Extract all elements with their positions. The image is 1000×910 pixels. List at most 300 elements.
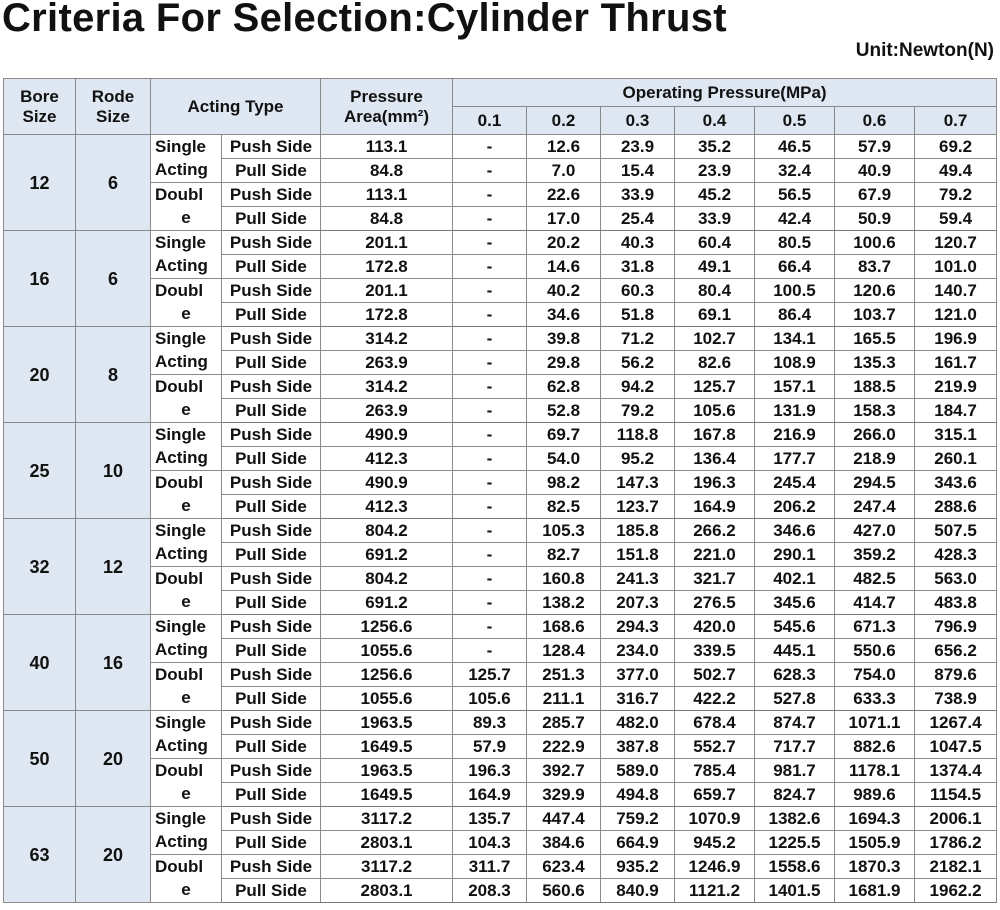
thrust-value-cell: 45.2	[675, 183, 755, 207]
thrust-value-cell: 288.6	[915, 495, 997, 519]
thrust-value-cell: 1374.4	[915, 759, 997, 783]
acting-type-cell: Acting	[151, 639, 222, 663]
pressure-area-cell: 1963.5	[321, 711, 453, 735]
thrust-value-cell: 738.9	[915, 687, 997, 711]
thrust-value-cell: 160.8	[527, 567, 601, 591]
pressure-header-0-7: 0.7	[915, 107, 997, 135]
thrust-value-cell: 447.4	[527, 807, 601, 831]
pressure-area-cell: 1963.5	[321, 759, 453, 783]
thrust-value-cell: 102.7	[675, 327, 755, 351]
table-row	[4, 303, 997, 327]
pressure-area-cell: 84.8	[321, 159, 453, 183]
thrust-value-cell: 167.8	[675, 423, 755, 447]
thrust-value-cell: 290.1	[755, 543, 835, 567]
thrust-value-cell: 874.7	[755, 711, 835, 735]
thrust-value-cell: 51.8	[601, 303, 675, 327]
side-cell: Pull Side	[222, 639, 321, 663]
table-row	[4, 495, 997, 519]
table-row	[4, 639, 997, 663]
table-row	[4, 159, 997, 183]
pressure-area-cell: 1055.6	[321, 687, 453, 711]
pressure-area-cell: 1256.6	[321, 663, 453, 687]
thrust-value-cell: 33.9	[601, 183, 675, 207]
pressure-header-0-6: 0.6	[835, 107, 915, 135]
pressure-area-cell: 490.9	[321, 471, 453, 495]
thrust-value-cell: -	[453, 495, 527, 519]
thrust-value-cell: 57.9	[453, 735, 527, 759]
thrust-value-cell: 219.9	[915, 375, 997, 399]
thrust-value-cell: 796.9	[915, 615, 997, 639]
thrust-value-cell: -	[453, 279, 527, 303]
thrust-value-cell: 196.9	[915, 327, 997, 351]
table-row	[4, 135, 997, 159]
pressure-area-cell: 1055.6	[321, 639, 453, 663]
thrust-value-cell: 125.7	[453, 663, 527, 687]
bore-size-cell: 20	[4, 327, 76, 423]
thrust-value-cell: 69.2	[915, 135, 997, 159]
thrust-value-cell: 2006.1	[915, 807, 997, 831]
thrust-value-cell: 40.2	[527, 279, 601, 303]
thrust-value-cell: 49.1	[675, 255, 755, 279]
thrust-value-cell: 251.3	[527, 663, 601, 687]
thrust-value-cell: 339.5	[675, 639, 755, 663]
thrust-value-cell: 67.9	[835, 183, 915, 207]
acting-type-cell: Acting	[151, 159, 222, 183]
thrust-value-cell: 105.6	[453, 687, 527, 711]
thrust-value-cell: 12.6	[527, 135, 601, 159]
rod-size-cell: 6	[76, 231, 151, 327]
thrust-value-cell: 494.8	[601, 783, 675, 807]
table-row	[4, 807, 997, 831]
bore-size-cell: 32	[4, 519, 76, 615]
thrust-table	[3, 78, 997, 903]
thrust-value-cell: -	[453, 159, 527, 183]
thrust-value-cell: 120.7	[915, 231, 997, 255]
acting-type-header: Acting Type	[151, 79, 321, 135]
thrust-value-cell: 100.6	[835, 231, 915, 255]
thrust-value-cell: 177.7	[755, 447, 835, 471]
thrust-value-cell: 207.3	[601, 591, 675, 615]
thrust-value-cell: 550.6	[835, 639, 915, 663]
pressure-header-0-3: 0.3	[601, 107, 675, 135]
thrust-value-cell: 164.9	[453, 783, 527, 807]
acting-type-cell: Doubl	[151, 183, 222, 207]
thrust-value-cell: -	[453, 231, 527, 255]
pressure-header-0-5: 0.5	[755, 107, 835, 135]
thrust-value-cell: 29.8	[527, 351, 601, 375]
thrust-value-cell: 245.4	[755, 471, 835, 495]
pressure-area-cell: 412.3	[321, 495, 453, 519]
thrust-value-cell: 17.0	[527, 207, 601, 231]
thrust-value-cell: 785.4	[675, 759, 755, 783]
thrust-value-cell: 420.0	[675, 615, 755, 639]
thrust-value-cell: 377.0	[601, 663, 675, 687]
acting-type-cell: Doubl	[151, 855, 222, 879]
acting-type-cell: Single	[151, 231, 222, 255]
acting-type-cell: Acting	[151, 831, 222, 855]
thrust-value-cell: 402.1	[755, 567, 835, 591]
pressure-area-cell: 3117.2	[321, 855, 453, 879]
thrust-value-cell: 445.1	[755, 639, 835, 663]
thrust-value-cell: 157.1	[755, 375, 835, 399]
thrust-value-cell: 218.9	[835, 447, 915, 471]
operating-pressure-header: Operating Pressure(MPa)	[453, 79, 997, 107]
side-cell: Pull Side	[222, 783, 321, 807]
table-row	[4, 519, 997, 543]
thrust-value-cell: 34.6	[527, 303, 601, 327]
bore-size-cell: 16	[4, 231, 76, 327]
thrust-value-cell: 311.7	[453, 855, 527, 879]
unit-label: Unit:Newton(N)	[855, 40, 994, 61]
side-cell: Push Side	[222, 471, 321, 495]
pressure-area-cell: 172.8	[321, 303, 453, 327]
pressure-header-0-2: 0.2	[527, 107, 601, 135]
thrust-value-cell: -	[453, 615, 527, 639]
thrust-value-cell: 2182.1	[915, 855, 997, 879]
thrust-value-cell: 1178.1	[835, 759, 915, 783]
thrust-value-cell: 95.2	[601, 447, 675, 471]
thrust-value-cell: -	[453, 399, 527, 423]
thrust-value-cell: 945.2	[675, 831, 755, 855]
thrust-value-cell: 754.0	[835, 663, 915, 687]
thrust-value-cell: 33.9	[675, 207, 755, 231]
table-row	[4, 855, 997, 879]
thrust-value-cell: 345.6	[755, 591, 835, 615]
thrust-value-cell: 483.8	[915, 591, 997, 615]
thrust-value-cell: 552.7	[675, 735, 755, 759]
table-row	[4, 591, 997, 615]
thrust-value-cell: -	[453, 591, 527, 615]
thrust-value-cell: 83.7	[835, 255, 915, 279]
pressure-area-cell: 691.2	[321, 543, 453, 567]
page-title: Criteria For Selection:Cylinder Thrust	[2, 0, 727, 40]
thrust-value-cell: 343.6	[915, 471, 997, 495]
thrust-value-cell: 266.0	[835, 423, 915, 447]
thrust-value-cell: 89.3	[453, 711, 527, 735]
thrust-value-cell: 79.2	[915, 183, 997, 207]
acting-type-cell: Single	[151, 423, 222, 447]
side-cell: Push Side	[222, 615, 321, 639]
thrust-value-cell: 294.3	[601, 615, 675, 639]
thrust-value-cell: 184.7	[915, 399, 997, 423]
thrust-value-cell: 359.2	[835, 543, 915, 567]
side-cell: Push Side	[222, 279, 321, 303]
thrust-value-cell: 346.6	[755, 519, 835, 543]
thrust-value-cell: 427.0	[835, 519, 915, 543]
bore-size-cell: 25	[4, 423, 76, 519]
thrust-value-cell: 623.4	[527, 855, 601, 879]
thrust-value-cell: 656.2	[915, 639, 997, 663]
side-cell: Pull Side	[222, 159, 321, 183]
thrust-value-cell: 502.7	[675, 663, 755, 687]
thrust-value-cell: 294.5	[835, 471, 915, 495]
thrust-value-cell: 678.4	[675, 711, 755, 735]
acting-type-cell: e	[151, 879, 222, 903]
thrust-value-cell: 824.7	[755, 783, 835, 807]
table-row	[4, 207, 997, 231]
thrust-value-cell: 428.3	[915, 543, 997, 567]
thrust-value-cell: 414.7	[835, 591, 915, 615]
thrust-value-cell: 123.7	[601, 495, 675, 519]
thrust-value-cell: -	[453, 639, 527, 663]
table-row	[4, 543, 997, 567]
thrust-value-cell: 1121.2	[675, 879, 755, 903]
table-row	[4, 183, 997, 207]
thrust-value-cell: 98.2	[527, 471, 601, 495]
thrust-value-cell: -	[453, 567, 527, 591]
table-row	[4, 783, 997, 807]
thrust-value-cell: 60.4	[675, 231, 755, 255]
thrust-value-cell: 147.3	[601, 471, 675, 495]
side-cell: Pull Side	[222, 879, 321, 903]
thrust-value-cell: 241.3	[601, 567, 675, 591]
side-cell: Push Side	[222, 423, 321, 447]
thrust-value-cell: 188.5	[835, 375, 915, 399]
thrust-value-cell: 158.3	[835, 399, 915, 423]
table-row	[4, 615, 997, 639]
thrust-value-cell: 35.2	[675, 135, 755, 159]
thrust-value-cell: 1505.9	[835, 831, 915, 855]
acting-type-cell: Acting	[151, 735, 222, 759]
pressure-area-cell: 804.2	[321, 519, 453, 543]
pressure-area-cell: 3117.2	[321, 807, 453, 831]
pressure-area-cell: 1649.5	[321, 735, 453, 759]
thrust-value-cell: 589.0	[601, 759, 675, 783]
thrust-value-cell: 120.6	[835, 279, 915, 303]
table-row	[4, 447, 997, 471]
acting-type-cell: Acting	[151, 447, 222, 471]
side-cell: Pull Side	[222, 207, 321, 231]
thrust-value-cell: 285.7	[527, 711, 601, 735]
acting-type-cell: Single	[151, 135, 222, 159]
thrust-value-cell: 384.6	[527, 831, 601, 855]
bore-size-cell: 40	[4, 615, 76, 711]
thrust-value-cell: 100.5	[755, 279, 835, 303]
side-cell: Pull Side	[222, 255, 321, 279]
thrust-value-cell: 1225.5	[755, 831, 835, 855]
acting-type-cell: Single	[151, 807, 222, 831]
thrust-value-cell: 80.4	[675, 279, 755, 303]
thrust-value-cell: 20.2	[527, 231, 601, 255]
side-cell: Pull Side	[222, 687, 321, 711]
acting-type-cell: e	[151, 495, 222, 519]
pressure-area-cell: 263.9	[321, 399, 453, 423]
pressure-area-cell: 263.9	[321, 351, 453, 375]
thrust-value-cell: 234.0	[601, 639, 675, 663]
acting-type-cell: e	[151, 783, 222, 807]
thrust-value-cell: 1246.9	[675, 855, 755, 879]
thrust-value-cell: 125.7	[675, 375, 755, 399]
table-row	[4, 663, 997, 687]
thrust-value-cell: 206.2	[755, 495, 835, 519]
side-cell: Pull Side	[222, 447, 321, 471]
side-cell: Push Side	[222, 519, 321, 543]
thrust-value-cell: 1267.4	[915, 711, 997, 735]
acting-type-cell: Single	[151, 327, 222, 351]
table-row	[4, 375, 997, 399]
thrust-value-cell: -	[453, 375, 527, 399]
pressure-area-cell: 691.2	[321, 591, 453, 615]
thrust-value-cell: 628.3	[755, 663, 835, 687]
thrust-value-cell: -	[453, 519, 527, 543]
thrust-value-cell: 128.4	[527, 639, 601, 663]
thrust-value-cell: 94.2	[601, 375, 675, 399]
thrust-value-cell: 759.2	[601, 807, 675, 831]
acting-type-cell: Acting	[151, 351, 222, 375]
thrust-value-cell: 105.6	[675, 399, 755, 423]
acting-type-cell: Doubl	[151, 663, 222, 687]
side-cell: Pull Side	[222, 831, 321, 855]
thrust-value-cell: 840.9	[601, 879, 675, 903]
bore-size-header: Bore Size	[4, 79, 76, 135]
table-row	[4, 711, 997, 735]
thrust-value-cell: 633.3	[835, 687, 915, 711]
rod-size-cell: 20	[76, 807, 151, 903]
thrust-value-cell: 31.8	[601, 255, 675, 279]
pressure-area-cell: 314.2	[321, 375, 453, 399]
thrust-value-cell: 101.0	[915, 255, 997, 279]
thrust-value-cell: 560.6	[527, 879, 601, 903]
thrust-value-cell: 79.2	[601, 399, 675, 423]
thrust-value-cell: 1154.5	[915, 783, 997, 807]
rod-size-cell: 20	[76, 711, 151, 807]
thrust-value-cell: -	[453, 135, 527, 159]
thrust-value-cell: 1786.2	[915, 831, 997, 855]
thrust-value-cell: 935.2	[601, 855, 675, 879]
thrust-value-cell: 108.9	[755, 351, 835, 375]
thrust-value-cell: -	[453, 423, 527, 447]
thrust-value-cell: 66.4	[755, 255, 835, 279]
pressure-area-cell: 172.8	[321, 255, 453, 279]
thrust-value-cell: 71.2	[601, 327, 675, 351]
thrust-value-cell: -	[453, 447, 527, 471]
acting-type-cell: Doubl	[151, 471, 222, 495]
thrust-value-cell: 82.5	[527, 495, 601, 519]
acting-type-cell: Doubl	[151, 375, 222, 399]
pressure-area-cell: 2803.1	[321, 831, 453, 855]
thrust-value-cell: 1681.9	[835, 879, 915, 903]
thrust-value-cell: 981.7	[755, 759, 835, 783]
thrust-value-cell: 563.0	[915, 567, 997, 591]
thrust-value-cell: 52.8	[527, 399, 601, 423]
table-row	[4, 351, 997, 375]
side-cell: Pull Side	[222, 399, 321, 423]
thrust-value-cell: 165.5	[835, 327, 915, 351]
acting-type-cell: e	[151, 399, 222, 423]
table-row	[4, 255, 997, 279]
thrust-value-cell: 134.1	[755, 327, 835, 351]
thrust-value-cell: 664.9	[601, 831, 675, 855]
bore-size-cell: 12	[4, 135, 76, 231]
thrust-value-cell: 40.9	[835, 159, 915, 183]
thrust-value-cell: 989.6	[835, 783, 915, 807]
thrust-value-cell: 140.7	[915, 279, 997, 303]
pressure-area-cell: 201.1	[321, 231, 453, 255]
rod-size-header: Rode Size	[76, 79, 151, 135]
thrust-value-cell: 56.2	[601, 351, 675, 375]
thrust-value-cell: 161.7	[915, 351, 997, 375]
side-cell: Push Side	[222, 807, 321, 831]
thrust-value-cell: 39.8	[527, 327, 601, 351]
table-row	[4, 831, 997, 855]
thrust-value-cell: 482.0	[601, 711, 675, 735]
thrust-value-cell: -	[453, 183, 527, 207]
acting-type-cell: Acting	[151, 255, 222, 279]
thrust-value-cell: 131.9	[755, 399, 835, 423]
pressure-header-0-4: 0.4	[675, 107, 755, 135]
thrust-value-cell: 717.7	[755, 735, 835, 759]
side-cell: Pull Side	[222, 735, 321, 759]
thrust-value-cell: 211.1	[527, 687, 601, 711]
thrust-value-cell: 56.5	[755, 183, 835, 207]
thrust-value-cell: -	[453, 327, 527, 351]
thrust-value-cell: 46.5	[755, 135, 835, 159]
pressure-area-cell: 804.2	[321, 567, 453, 591]
bore-size-cell: 63	[4, 807, 76, 903]
table-row	[4, 567, 997, 591]
thrust-value-cell: 104.3	[453, 831, 527, 855]
thrust-value-cell: 105.3	[527, 519, 601, 543]
thrust-value-cell: 86.4	[755, 303, 835, 327]
thrust-value-cell: 482.5	[835, 567, 915, 591]
thrust-value-cell: 49.4	[915, 159, 997, 183]
thrust-value-cell: -	[453, 351, 527, 375]
thrust-value-cell: 40.3	[601, 231, 675, 255]
rod-size-cell: 8	[76, 327, 151, 423]
thrust-value-cell: 527.8	[755, 687, 835, 711]
thrust-value-cell: 121.0	[915, 303, 997, 327]
pressure-area-cell: 1256.6	[321, 615, 453, 639]
side-cell: Push Side	[222, 711, 321, 735]
pressure-area-header: Pressure Area(mm²)	[321, 79, 453, 135]
acting-type-cell: Doubl	[151, 279, 222, 303]
thrust-value-cell: 54.0	[527, 447, 601, 471]
rod-size-cell: 12	[76, 519, 151, 615]
thrust-value-cell: 164.9	[675, 495, 755, 519]
thrust-value-cell: 1382.6	[755, 807, 835, 831]
thrust-value-cell: -	[453, 543, 527, 567]
acting-type-cell: Single	[151, 711, 222, 735]
side-cell: Pull Side	[222, 351, 321, 375]
thrust-value-cell: 329.9	[527, 783, 601, 807]
thrust-value-cell: 59.4	[915, 207, 997, 231]
thrust-value-cell: 25.4	[601, 207, 675, 231]
thrust-value-cell: 82.7	[527, 543, 601, 567]
acting-type-cell: Single	[151, 615, 222, 639]
side-cell: Pull Side	[222, 303, 321, 327]
thrust-value-cell: 1047.5	[915, 735, 997, 759]
thrust-value-cell: 69.7	[527, 423, 601, 447]
pressure-area-cell: 201.1	[321, 279, 453, 303]
table-row	[4, 687, 997, 711]
thrust-value-cell: 62.8	[527, 375, 601, 399]
thrust-value-cell: 1071.1	[835, 711, 915, 735]
thrust-value-cell: -	[453, 303, 527, 327]
thrust-value-cell: 14.6	[527, 255, 601, 279]
thrust-value-cell: 57.9	[835, 135, 915, 159]
acting-type-cell: e	[151, 591, 222, 615]
thrust-value-cell: 23.9	[675, 159, 755, 183]
table-row	[4, 735, 997, 759]
thrust-value-cell: 185.8	[601, 519, 675, 543]
table-row	[4, 759, 997, 783]
thrust-value-cell: 1694.3	[835, 807, 915, 831]
table-row	[4, 399, 997, 423]
thrust-value-cell: 260.1	[915, 447, 997, 471]
acting-type-cell: Doubl	[151, 759, 222, 783]
pressure-area-cell: 412.3	[321, 447, 453, 471]
thrust-value-cell: 7.0	[527, 159, 601, 183]
